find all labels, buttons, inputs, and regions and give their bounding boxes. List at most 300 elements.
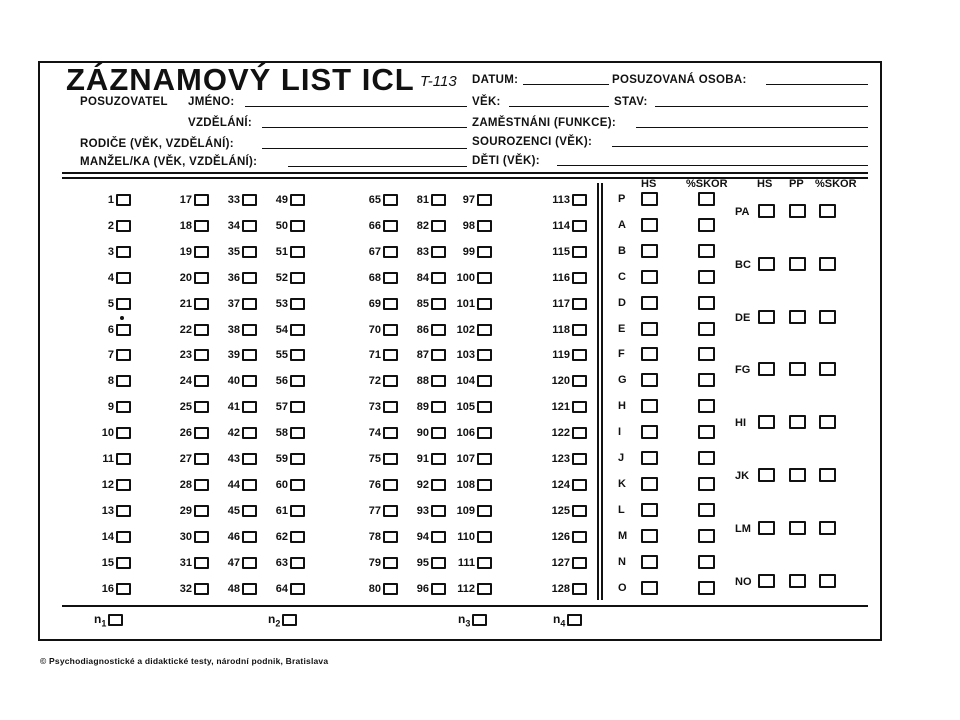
item-29 [160,503,209,519]
vek-field[interactable] [509,106,609,107]
item-checkbox[interactable] [383,401,398,413]
item-70 [351,322,398,338]
item-checkbox[interactable] [242,194,257,206]
item-3 [84,244,131,260]
item-number: 10 [101,427,114,440]
item-checkbox[interactable] [194,505,209,517]
item-23 [160,347,209,363]
item-checkbox[interactable] [242,246,257,258]
item-checkbox[interactable] [194,298,209,310]
item-104 [446,373,492,389]
item-checkbox[interactable] [290,505,305,517]
total-label: $n_2$ [268,611,281,629]
item-81 [405,192,446,208]
pair-pp-box[interactable] [789,257,806,271]
zamestnani-field[interactable] [636,127,868,128]
scale-skor-box[interactable] [698,529,715,543]
item-checkbox[interactable] [242,479,257,491]
item-checkbox[interactable] [431,531,446,543]
item-109 [446,503,492,519]
item-number: 25 [179,401,192,414]
item-checkbox[interactable] [383,375,398,387]
item-checkbox[interactable] [383,427,398,439]
scale-letter: P [618,193,626,205]
item-checkbox[interactable] [383,583,398,595]
item-51 [260,244,305,260]
item-64 [260,581,305,597]
scale-hs-box[interactable] [641,477,658,491]
scale-hs-box[interactable] [641,347,658,361]
item-19 [160,244,209,260]
item-checkbox[interactable] [572,557,587,569]
item-checkbox[interactable] [431,557,446,569]
item-checkbox[interactable] [477,220,492,232]
item-checkbox[interactable] [290,194,305,206]
item-checkbox[interactable] [383,349,398,361]
item-checkbox[interactable] [116,531,131,543]
item-checkbox[interactable] [116,557,131,569]
item-number: 119 [552,349,570,362]
item-number: 95 [416,556,429,569]
item-125 [535,503,587,519]
item-checkbox[interactable] [194,427,209,439]
item-12 [84,477,131,493]
item-checkbox[interactable] [431,505,446,517]
total-box[interactable] [567,614,582,626]
scale-hs-box[interactable] [641,270,658,284]
item-number: 29 [179,504,192,517]
item-checkbox[interactable] [477,427,492,439]
item-number: 16 [101,582,114,595]
item-checkbox[interactable] [242,298,257,310]
item-checkbox[interactable] [383,246,398,258]
item-checkbox[interactable] [116,194,131,206]
item-number: 52 [275,271,288,284]
scale-skor-header: %SKÓR [686,178,728,190]
item-checkbox[interactable] [477,272,492,284]
item-checkbox[interactable] [242,453,257,465]
item-checkbox[interactable] [242,375,257,387]
scale-hs-box[interactable] [641,296,658,310]
scale-skor-box[interactable] [698,477,715,491]
item-number: 55 [275,349,288,362]
pair-label: HI [735,417,746,430]
rodice-field[interactable] [262,148,467,149]
item-number: 37 [227,297,240,310]
item-checkbox[interactable] [242,324,257,336]
item-checkbox[interactable] [194,375,209,387]
item-checkbox[interactable] [431,583,446,595]
item-number: 4 [107,271,114,284]
item-checkbox[interactable] [477,194,492,206]
scale-hs-box[interactable] [641,503,658,517]
pair-label: JK [735,470,750,482]
item-checkbox[interactable] [194,272,209,284]
item-number: 28 [179,478,192,491]
item-number: 88 [416,375,429,388]
item-number: 67 [368,245,381,258]
item-checkbox[interactable] [290,349,305,361]
item-checkbox[interactable] [572,324,587,336]
item-checkbox[interactable] [290,557,305,569]
item-56 [260,373,305,389]
item-number: 18 [179,219,192,232]
item-6 [84,322,131,338]
scale-skor-box[interactable] [698,555,715,569]
item-97 [446,192,492,208]
item-checkbox[interactable] [194,531,209,543]
item-25 [160,399,209,415]
item-67 [351,244,398,260]
item-checkbox[interactable] [431,349,446,361]
item-checkbox[interactable] [572,375,587,387]
item-number: 5 [107,297,114,310]
item-checkbox[interactable] [431,246,446,258]
scale-skor-box[interactable] [698,218,715,232]
item-checkbox[interactable] [242,401,257,413]
scale-skor-box[interactable] [698,451,715,465]
item-checkbox[interactable] [116,583,131,595]
item-number: 81 [416,194,429,206]
pair-skor-box[interactable] [819,468,836,482]
item-checkbox[interactable] [194,453,209,465]
scale-skor-box[interactable] [698,399,715,413]
item-checkbox[interactable] [290,246,305,258]
item-checkbox[interactable] [572,531,587,543]
item-number: 58 [275,427,288,440]
deti-label: DĚTI (VĚK): [472,155,540,167]
pair-hs-box[interactable] [758,415,775,429]
item-checkbox[interactable] [431,453,446,465]
pair-hs-box[interactable] [758,257,775,271]
scale-hs-box[interactable] [641,555,658,569]
item-116 [535,270,587,286]
item-checkbox[interactable] [383,324,398,336]
scale-hs-box[interactable] [641,451,658,465]
item-checkbox[interactable] [572,453,587,465]
item-checkbox[interactable] [572,479,587,491]
item-checkbox[interactable] [477,479,492,491]
pair-skor-box[interactable] [819,574,836,588]
jmeno-field[interactable] [245,106,467,107]
pair-pp-box[interactable] [789,468,806,482]
item-checkbox[interactable] [290,453,305,465]
item-6-mark [120,316,124,320]
item-number: 72 [368,375,381,388]
item-number: 107 [456,453,475,465]
pair-hs-box[interactable] [758,468,775,482]
pair-hs-box[interactable] [758,521,775,535]
item-checkbox[interactable] [477,453,492,465]
scale-hs-box[interactable] [641,192,658,206]
sourozenci-field[interactable] [612,146,868,147]
item-number: 45 [227,504,240,517]
item-number: 70 [368,323,381,336]
item-checkbox[interactable] [242,531,257,543]
item-checkbox[interactable] [116,246,131,258]
item-checkbox[interactable] [431,272,446,284]
item-55 [260,347,305,363]
item-number: 83 [416,245,429,258]
item-checkbox[interactable] [290,401,305,413]
item-checkbox[interactable] [116,505,131,517]
deti-field[interactable] [557,165,868,166]
item-checkbox[interactable] [290,531,305,543]
scale-hs-box[interactable] [641,581,658,595]
item-checkbox[interactable] [572,583,587,595]
item-checkbox[interactable] [572,349,587,361]
item-2 [84,218,131,234]
item-checkbox[interactable] [383,298,398,310]
item-106 [446,425,492,441]
item-8 [84,373,131,389]
item-47 [213,555,257,571]
item-number: 47 [227,556,240,569]
total-label: $n_3$ [458,611,471,629]
item-75 [351,451,398,467]
item-number: 92 [416,478,429,491]
scale-skor-box[interactable] [698,347,715,361]
datum-field[interactable] [523,84,609,85]
pair-label: NO [735,575,752,588]
item-46 [213,529,257,545]
posuzovana-osoba-field[interactable] [766,84,868,85]
item-checkbox[interactable] [431,427,446,439]
item-checkbox[interactable] [572,246,587,258]
item-90 [405,425,446,441]
pair-skor-box[interactable] [819,362,836,376]
item-checkbox[interactable] [477,375,492,387]
item-26 [160,425,209,441]
scale-hs-box[interactable] [641,244,658,258]
item-checkbox[interactable] [572,272,587,284]
item-86 [405,322,446,338]
item-checkbox[interactable] [290,479,305,491]
total-box[interactable] [282,614,297,626]
item-checkbox[interactable] [431,220,446,232]
item-checkbox[interactable] [116,427,131,439]
scale-hs-box[interactable] [641,399,658,413]
item-checkbox[interactable] [383,557,398,569]
total-box[interactable] [108,614,123,626]
item-checkbox[interactable] [383,479,398,491]
pair-skor-box[interactable] [819,204,836,218]
pair-hs-box[interactable] [758,204,775,218]
item-checkbox[interactable] [477,349,492,361]
item-58 [260,425,305,441]
scale-skor-box[interactable] [698,503,715,517]
item-checkbox[interactable] [431,194,446,206]
scale-skor-box[interactable] [698,425,715,439]
scale-hs-box[interactable] [641,373,658,387]
item-checkbox[interactable] [194,246,209,258]
item-checkbox[interactable] [290,272,305,284]
item-checkbox[interactable] [194,349,209,361]
item-number: 78 [368,530,381,543]
item-checkbox[interactable] [383,453,398,465]
item-checkbox[interactable] [572,298,587,310]
item-checkbox[interactable] [116,220,131,232]
item-checkbox[interactable] [572,401,587,413]
item-number: 85 [416,297,429,310]
item-checkbox[interactable] [477,505,492,517]
item-checkbox[interactable] [194,401,209,413]
item-checkbox[interactable] [116,401,131,413]
item-checkbox[interactable] [431,479,446,491]
item-checkbox[interactable] [383,194,398,206]
item-checkbox[interactable] [477,557,492,569]
item-101 [446,296,492,312]
item-checkbox[interactable] [116,375,131,387]
pair-skor-box[interactable] [819,415,836,429]
item-checkbox[interactable] [242,272,257,284]
pair-hs-box[interactable] [758,574,775,588]
item-checkbox[interactable] [290,298,305,310]
item-checkbox[interactable] [194,557,209,569]
pair-hs-box[interactable] [758,310,775,324]
pair-skor-box[interactable] [819,310,836,324]
item-89 [405,399,446,415]
item-checkbox[interactable] [194,583,209,595]
scale-skor-box[interactable] [698,373,715,387]
item-checkbox[interactable] [572,505,587,517]
scale-hs-box[interactable] [641,529,658,543]
item-number: 82 [416,219,429,232]
item-checkbox[interactable] [116,349,131,361]
manzel-field[interactable] [288,166,467,167]
item-checkbox[interactable] [116,479,131,491]
item-7 [84,347,131,363]
item-checkbox[interactable] [572,427,587,439]
item-number: 46 [227,530,240,543]
item-number: 24 [179,375,192,388]
item-checkbox[interactable] [572,194,587,206]
item-checkbox[interactable] [242,583,257,595]
item-checkbox[interactable] [290,220,305,232]
item-checkbox[interactable] [572,220,587,232]
item-number: 8 [107,375,114,388]
item-checkbox[interactable] [116,453,131,465]
scale-hs-box[interactable] [641,218,658,232]
form-title: ZÁZNAMOVÝ LIST ICL [66,62,415,97]
scale-skor-box[interactable] [698,581,715,595]
item-number: 112 [457,582,475,595]
item-31 [160,555,209,571]
item-number: 124 [551,478,570,491]
item-number: 66 [368,219,381,232]
item-54 [260,322,305,338]
pair-skor-box[interactable] [819,521,836,535]
item-checkbox[interactable] [290,324,305,336]
item-73 [351,399,398,415]
item-66 [351,218,398,234]
item-number: 3 [107,245,114,258]
item-checkbox[interactable] [290,427,305,439]
item-checkbox[interactable] [242,349,257,361]
pair-pp-box[interactable] [789,362,806,376]
pair-pp-box[interactable] [789,574,806,588]
item-checkbox[interactable] [383,220,398,232]
item-checkbox[interactable] [242,427,257,439]
copyright-footer: © Psychodiagnostické a didaktické testy, národní podnik, Bratislava [40,656,329,666]
item-checkbox[interactable] [431,298,446,310]
item-76 [351,477,398,493]
vzdelani-field[interactable] [262,127,467,128]
item-checkbox[interactable] [383,505,398,517]
item-checkbox[interactable] [383,531,398,543]
item-checkbox[interactable] [477,531,492,543]
item-checkbox[interactable] [116,324,131,336]
scale-hs-box[interactable] [641,425,658,439]
scale-skor-box[interactable] [698,296,715,310]
item-checkbox[interactable] [242,557,257,569]
item-number: 97 [462,194,475,206]
scale-skor-box[interactable] [698,270,715,284]
scale-skor-box[interactable] [698,244,715,258]
item-checkbox[interactable] [242,505,257,517]
pair-pp-box[interactable] [789,310,806,324]
item-checkbox[interactable] [290,375,305,387]
item-checkbox[interactable] [477,324,492,336]
item-checkbox[interactable] [383,272,398,284]
item-checkbox[interactable] [116,272,131,284]
total-box[interactable] [472,614,487,626]
item-checkbox[interactable] [116,298,131,310]
item-checkbox[interactable] [431,324,446,336]
item-number: 56 [275,375,288,388]
item-27 [160,451,209,467]
item-number: 35 [227,245,240,258]
scale-letter: C [618,270,626,283]
item-checkbox[interactable] [194,479,209,491]
pair-pp-box[interactable] [789,415,806,429]
item-checkbox[interactable] [477,401,492,413]
item-checkbox[interactable] [431,401,446,413]
item-39 [213,347,257,363]
scale-letter: A [618,218,626,231]
pair-pp-box[interactable] [789,204,806,218]
item-96 [405,581,446,597]
item-checkbox[interactable] [194,220,209,232]
scale-skor-box[interactable] [698,192,715,206]
scale-hs-box[interactable] [641,322,658,336]
item-checkbox[interactable] [477,298,492,310]
total-label: $n_4$ [553,611,566,629]
stav-field[interactable] [655,106,868,107]
pair-skor-box[interactable] [819,257,836,271]
item-checkbox[interactable] [290,583,305,595]
pair-hs-header: HS [757,178,773,190]
item-checkbox[interactable] [194,324,209,336]
pair-hs-box[interactable] [758,362,775,376]
item-checkbox[interactable] [242,220,257,232]
item-checkbox[interactable] [194,194,209,206]
item-124 [535,477,587,493]
scale-letter: F [618,348,625,361]
item-checkbox[interactable] [477,246,492,258]
item-checkbox[interactable] [431,375,446,387]
item-number: 76 [368,478,381,491]
pair-pp-box[interactable] [789,521,806,535]
item-number: 40 [227,375,240,388]
item-85 [405,296,446,312]
item-74 [351,425,398,441]
item-checkbox[interactable] [477,583,492,595]
scale-letter: K [618,477,626,490]
item-number: 64 [275,582,288,595]
scale-skor-box[interactable] [698,322,715,336]
item-91 [405,451,446,467]
